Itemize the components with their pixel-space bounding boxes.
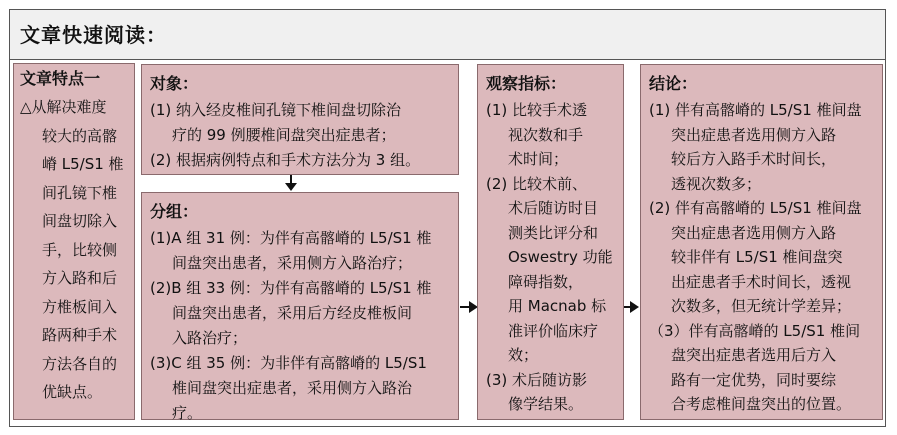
features-line: 间盘切除入 — [42, 212, 118, 230]
conclusions-line: 较后方入路手术时间长， — [671, 150, 837, 168]
conclusions-text — [649, 98, 874, 417]
conclusions-line: 次数多，但无统计学差异； — [671, 297, 852, 315]
indicators-line: Oswestry 功能 — [508, 248, 613, 266]
indicators-line: (1) 比较手术透 — [486, 101, 588, 119]
indicators-title: 观察指标： — [486, 74, 567, 93]
indicators-line: 测类比评分和 — [508, 223, 599, 242]
subjects-text — [150, 98, 450, 173]
subjects-line: 疗的 99 例腰椎间盘突出症患者； — [172, 126, 396, 144]
conclusions-line: 合考虑椎间盘突出的位置。 — [671, 395, 852, 413]
indicators-box — [477, 64, 624, 420]
features-line: 方入路和后 — [42, 269, 118, 287]
groups-text — [150, 226, 450, 426]
conclusions-line: 路有一定优势，同时要综 — [671, 370, 837, 389]
groups-line: (2)B 组 33 例：为伴有高髂嵴的 L5/S1 椎 — [150, 279, 432, 297]
indicators-line: 用 Macnab 标 — [508, 297, 607, 315]
indicators-line: 障碍指数， — [508, 272, 584, 291]
features-line: 路两种手术 — [42, 326, 118, 344]
features-line: 嵴 L5/S1 椎 — [42, 155, 124, 173]
down-arrow-icon — [285, 183, 297, 191]
features-line: △从解决难度 — [20, 98, 107, 116]
indicators-line: 术后随访时目 — [508, 199, 599, 217]
groups-line: 入路治疗； — [172, 329, 248, 347]
subjects-line: (1) 纳入经皮椎间孔镜下椎间盘切除治 — [150, 101, 402, 119]
right-arrow-icon-2 — [630, 301, 639, 313]
features-text — [20, 93, 128, 407]
features-line: 方椎板间入 — [42, 297, 118, 316]
indicators-text — [486, 98, 615, 417]
subjects-line: (2) 根据病例特点和手术方法分为 3 组。 — [150, 151, 421, 169]
conclusions-line: （3）伴有高髂嵴的 L5/S1 椎间 — [649, 321, 861, 340]
conclusions-line: (2) 伴有高髂嵴的 L5/S1 椎间盘 — [649, 199, 862, 217]
indicators-line: 像学结果。 — [508, 395, 584, 413]
page-title: 文章快速阅读： — [20, 23, 167, 47]
features-box — [13, 63, 135, 420]
indicators-line: 效； — [508, 346, 539, 364]
features-line: 较大的高髂 — [42, 126, 118, 145]
features-line: 手，比较侧 — [42, 240, 118, 259]
groups-line: 间盘突出患者，采用侧方入路治疗； — [172, 254, 413, 272]
groups-line: (3)C 组 35 例：为非伴有高髂嵴的 L5/S1 — [150, 354, 427, 372]
conclusions-line: 透视次数多； — [671, 174, 762, 193]
conclusions-line: 突出症患者选用侧方入路 — [671, 223, 837, 242]
groups-line: 间盘突出患者，采用后方经皮椎板间 — [172, 304, 413, 322]
indicators-line: 术时间； — [508, 150, 569, 168]
features-line: 间孔镜下椎 — [42, 183, 118, 202]
conclusions-line: 突出症患者选用侧方入路 — [671, 125, 837, 144]
groups-line: 椎间盘突出症患者，采用侧方入路治 — [172, 379, 413, 397]
indicators-line: (2) 比较术前、 — [486, 174, 588, 193]
features-line: 优缺点。 — [42, 383, 103, 401]
conclusions-line: (1) 伴有高髂嵴的 L5/S1 椎间盘 — [649, 101, 862, 119]
subjects-box — [141, 64, 459, 175]
groups-line: 疗。 — [172, 404, 203, 422]
indicators-line: 准评价临床疗 — [508, 321, 599, 340]
conclusions-line: 盘突出症患者选用后方入 — [671, 346, 837, 364]
features-title: 文章特点一 — [20, 69, 101, 88]
features-line: 方法各自的 — [42, 354, 118, 373]
groups-line: (1)A 组 31 例：为伴有高髂嵴的 L5/S1 椎 — [150, 229, 432, 247]
groups-box — [141, 192, 459, 420]
subjects-title: 对象： — [150, 74, 199, 93]
groups-title: 分组： — [150, 202, 199, 221]
conclusions-box — [640, 64, 883, 420]
conclusions-line: 出症患者手术时间长，透视 — [671, 272, 852, 291]
indicators-line: (3) 术后随访影 — [486, 370, 588, 389]
indicators-line: 视次数和手 — [508, 125, 584, 144]
conclusions-title: 结论： — [649, 74, 698, 93]
conclusions-line: 较非伴有 L5/S1 椎间盘突 — [671, 248, 843, 266]
